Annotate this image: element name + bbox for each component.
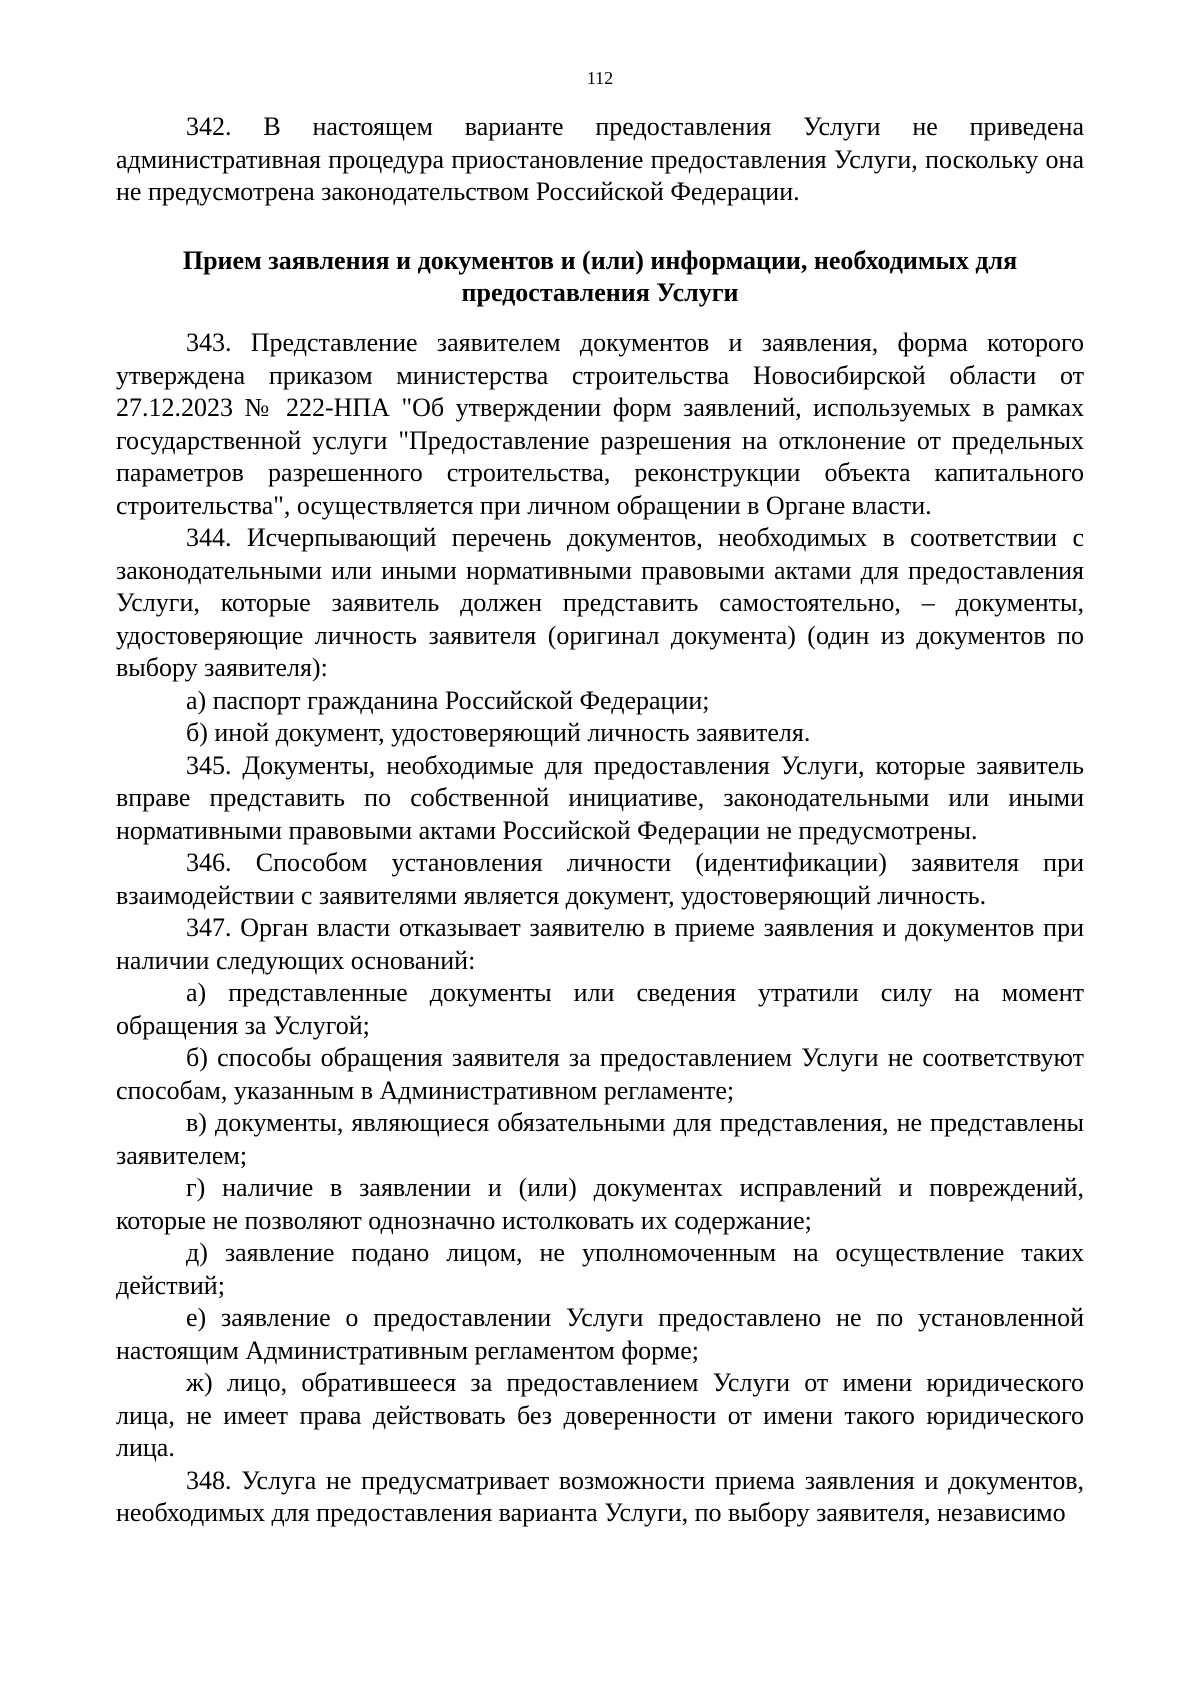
list-item-347-v: в) документы, являющиеся обязательными для представления, не представлены заявителем; [116, 1108, 1084, 1170]
list-item-344-a: а) паспорт гражданина Российской Федерации; [186, 685, 710, 715]
paragraph-345: 345. Документы, необходимые для предоставления Услуги, которые заявитель вправе представить по собственной инициативе, законодательными или иными нормативными правовыми актами Российской Федерации не предусмотрены. [116, 750, 1084, 845]
list-item-347-a: а) представленные документы или сведения утратили силу на момент обращения за Услугой; [116, 978, 1084, 1040]
paragraph-347: 347. Орган власти отказывает заявителю в приеме заявления и документов при наличии следующих оснований: [116, 913, 1084, 975]
list-item-344-b: б) иной документ, удостоверяющий личность заявителя. [186, 718, 811, 747]
paragraph-348: 348. Услуга не предусматривает возможности приема заявления и документов, необходимых для предоставления варианта Услуги, по выбору заявителя, независимо [116, 1465, 1084, 1527]
paragraph-346: 346. Способом установления личности (идентификации) заявителя при взаимодействии с заявителями является документ, удостоверяющий личность. [116, 848, 1084, 910]
list-item-347-g: г) наличие в заявлении и (или) документах исправлений и повреждений, которые не позволяют однозначно истолковать их содержание; [116, 1173, 1084, 1235]
paragraph-342: 342. В настоящем варианте предоставления Услуги не приведена административная процедура приостановление предоставления Услуги, поскольку она не предусмотрена законодательством Российской Федерации. [116, 112, 1084, 206]
list-item-347-b: б) способы обращения заявителя за предоставлением Услуги не соответствуют способам, указанным в Административном регламенте; [116, 1043, 1084, 1105]
page-number: 112 [586, 68, 614, 88]
paragraph-343: 343. Представление заявителем документов и заявления, форма которого утверждена приказом министерства строительства Новосибирской области от 27.12.2023 № 222-НПА "Об утверждении форм заявлений, используемых в рамках государственной услуги "Предоставление разрешения на отклонение от предельных параметров разрешенного строительства, реконструкции объекта капитального строительства", осуществляется при личном обращении в Органе власти. [116, 328, 1084, 520]
list-item-347-zh: ж) лицо, обратившееся за предоставлением Услуги от имени юридического лица, не имеет права действовать без доверенности от имени такого юридического лица. [116, 1368, 1084, 1462]
list-item-347-e: е) заявление о предоставлении Услуги предоставлено не по установленной настоящим Административным регламентом форме; [116, 1303, 1084, 1365]
paragraph-344: 344. Исчерпывающий перечень документов, необходимых в соответствии с законодательными или иными нормативными правовыми актами для предоставления Услуги, которые заявитель должен представить самостоятельно, – документы, удостоверяющие личность заявителя (оригинал документа) (один из документов по выбору заявителя): [116, 523, 1084, 682]
heading-line-1: Прием заявления и документов и (или) информации, необходимых для [182, 246, 1018, 275]
section-body [116, 327, 1084, 1530]
section-intro [116, 111, 1084, 209]
list-item-347-d: д) заявление подано лицом, не уполномоченным на осуществление таких действий; [116, 1238, 1084, 1300]
section-heading [116, 245, 1084, 309]
heading-line-2: предоставления Услуги [461, 278, 739, 307]
